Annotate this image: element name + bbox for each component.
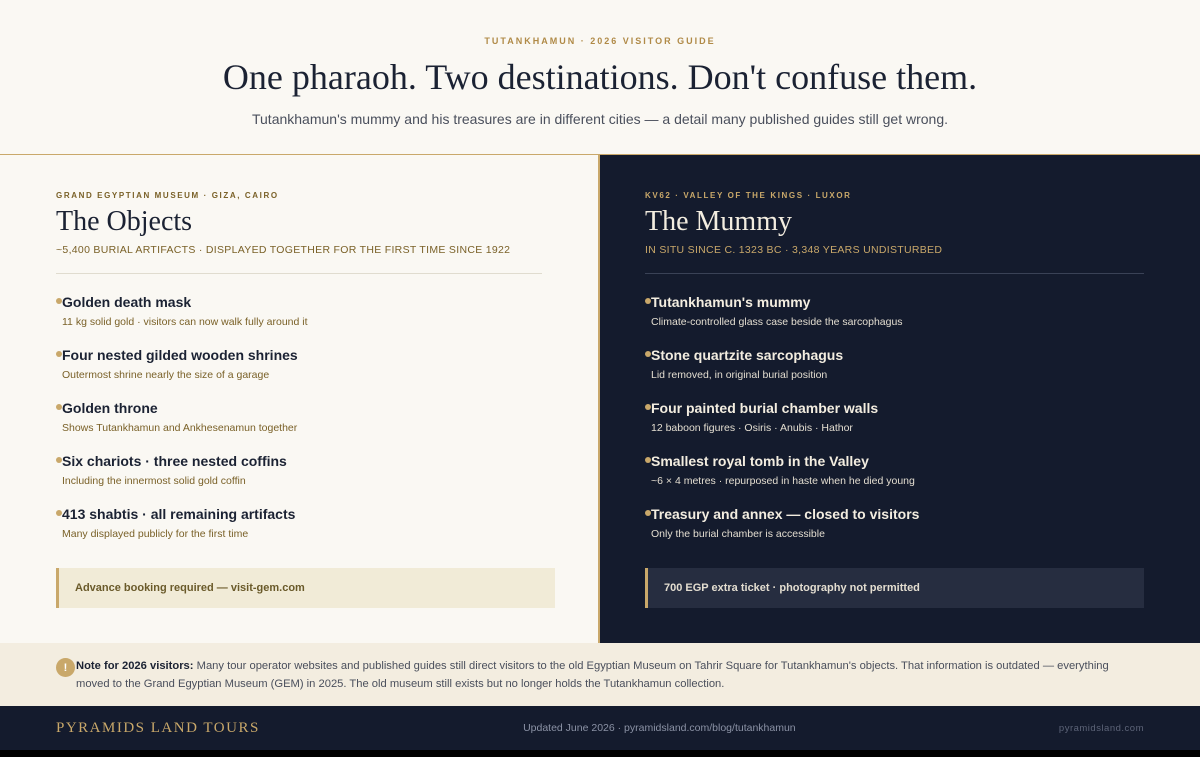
divider (56, 273, 542, 274)
updated-text: Updated June 2026 · pyramidsland.com/blog/tutankhamun (523, 722, 796, 734)
list-item (56, 347, 542, 400)
list-item (645, 347, 1144, 400)
item-title: Six chariots · three nested coffins (62, 453, 287, 469)
item-title: Treasury and annex — closed to visitors (651, 506, 920, 522)
note-label: Note for 2026 visitors: (76, 660, 194, 672)
objects-meta: ~5,400 BURIAL ARTIFACTS · DISPLAYED TOGETHER FOR THE FIRST TIME SINCE 1922 (56, 244, 511, 256)
item-title: Golden death mask (62, 294, 192, 310)
mummy-column (600, 155, 1200, 643)
divider (645, 273, 1144, 274)
visitor-note (0, 643, 1200, 706)
objects-kicker: GRAND EGYPTIAN MUSEUM · GIZA, CAIRO (56, 191, 279, 200)
exclamation-icon: ! (56, 658, 75, 677)
mummy-kicker: KV62 · VALLEY OF THE KINGS · LUXOR (645, 191, 852, 200)
mummy-title: The Mummy (645, 206, 792, 237)
site-link[interactable]: pyramidsland.com (1058, 722, 1144, 734)
hero-eyebrow: TUTANKHAMUN · 2026 VISITOR GUIDE (484, 36, 716, 46)
item-title: 413 shabtis · all remaining artifacts (62, 506, 296, 522)
item-note: Including the innermost solid gold coffin (62, 475, 246, 487)
list-item (56, 400, 542, 453)
list-item (645, 400, 1144, 453)
item-note: ~6 × 4 metres · repurposed in haste when he died young (651, 475, 915, 487)
list-item (56, 294, 542, 347)
footer (0, 706, 1200, 750)
list-item (645, 294, 1144, 347)
comparison-columns (0, 155, 1200, 643)
item-note: 11 kg solid gold · visitors can now walk fully around it (62, 316, 308, 328)
item-note: Many displayed publicly for the first time (62, 528, 249, 540)
item-title: Four painted burial chamber walls (651, 400, 879, 416)
item-note: Climate-controlled glass case beside the sarcophagus (651, 316, 903, 328)
objects-column (0, 155, 600, 643)
item-note: Lid removed, in original burial position (651, 369, 828, 381)
ticket-callout: 700 EGP extra ticket · photography not permitted (645, 568, 1144, 608)
note-text (76, 657, 1144, 693)
objects-title: The Objects (56, 206, 193, 237)
mummy-meta: IN SITU SINCE C. 1323 BC · 3,348 YEARS UNDISTURBED (645, 244, 943, 256)
brand-logo[interactable]: PYRAMIDS LAND TOURS (56, 719, 260, 736)
hero-subtitle: Tutankhamun's mummy and his treasures are in different cities — a detail many published guides still get wrong. (251, 111, 948, 127)
booking-callout: Advance booking required — visit-gem.com (56, 568, 555, 608)
list-item (645, 506, 1144, 559)
list-item (56, 506, 542, 559)
item-note: Shows Tutankhamun and Ankhesenamun together (62, 422, 298, 434)
note-body: Many tour operator websites and published guides still direct visitors to the old Egyptian Museum on Tahrir Square for Tutankhamun's objects. That information is outdated — everything moved to the Grand Egyptian Museum (GEM) in 2025. The old museum still exists but no longer holds the Tutankhamun collection. (76, 660, 1109, 690)
list-item (645, 453, 1144, 506)
item-title: Four nested gilded wooden shrines (62, 347, 298, 363)
item-title: Smallest royal tomb in the Valley (651, 453, 869, 469)
list-item (56, 453, 542, 506)
item-note: 12 baboon figures · Osiris · Anubis · Hathor (651, 422, 853, 434)
page-title: One pharaoh. Two destinations. Don't confuse them. (222, 57, 978, 97)
item-title: Golden throne (62, 400, 158, 416)
item-title: Stone quartzite sarcophagus (651, 347, 844, 363)
item-note: Only the burial chamber is accessible (651, 528, 825, 540)
item-title: Tutankhamun's mummy (651, 294, 811, 310)
item-note: Outermost shrine nearly the size of a garage (62, 369, 270, 381)
hero (0, 0, 1200, 155)
